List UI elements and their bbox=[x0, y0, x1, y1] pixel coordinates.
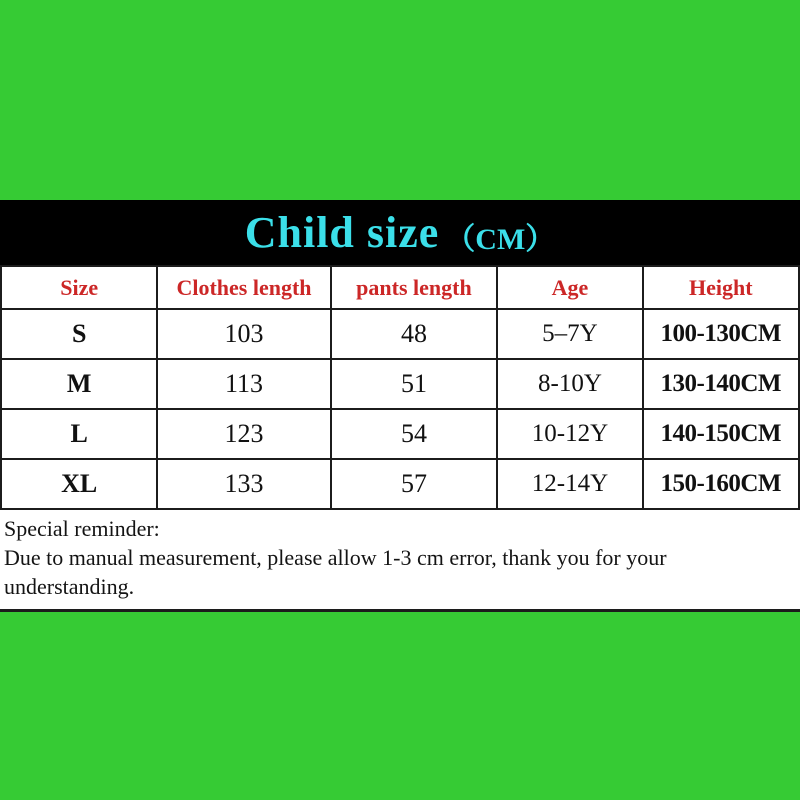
cell-pants-length: 48 bbox=[331, 309, 498, 359]
top-green-area bbox=[0, 0, 800, 200]
cell-age: 10-12Y bbox=[497, 409, 642, 459]
cell-age: 12-14Y bbox=[497, 459, 642, 509]
title-bar bbox=[0, 200, 800, 265]
reminder-line: Special reminder: bbox=[4, 516, 160, 541]
cell-size: XL bbox=[1, 459, 157, 509]
column-header-clothes-length: Clothes length bbox=[157, 266, 330, 309]
cell-size: S bbox=[1, 309, 157, 359]
cell-clothes-length: 113 bbox=[157, 359, 330, 409]
cell-pants-length: 51 bbox=[331, 359, 498, 409]
table-row-m bbox=[1, 359, 799, 409]
cell-clothes-length: 133 bbox=[157, 459, 330, 509]
cell-height: 140-150CM bbox=[643, 409, 799, 459]
table-row-s bbox=[1, 309, 799, 359]
cell-clothes-length: 123 bbox=[157, 409, 330, 459]
cell-age: 8-10Y bbox=[497, 359, 642, 409]
column-header-age: Age bbox=[497, 266, 642, 309]
cell-height: 130-140CM bbox=[643, 359, 799, 409]
special-reminder-note bbox=[0, 510, 800, 612]
cell-age: 5–7Y bbox=[497, 309, 642, 359]
table-header-row bbox=[1, 266, 799, 309]
cell-pants-length: 57 bbox=[331, 459, 498, 509]
size-table bbox=[0, 265, 800, 510]
table-row-l bbox=[1, 409, 799, 459]
cell-height: 100-130CM bbox=[643, 309, 799, 359]
page-title: Child size bbox=[244, 208, 440, 257]
reminder-line: understanding. bbox=[4, 574, 135, 599]
page-title-unit: （CM） bbox=[445, 222, 556, 256]
table-row-xl bbox=[1, 459, 799, 509]
column-header-height: Height bbox=[643, 266, 799, 309]
cell-size: L bbox=[1, 409, 157, 459]
cell-pants-length: 54 bbox=[331, 409, 498, 459]
cell-size: M bbox=[1, 359, 157, 409]
cell-clothes-length: 103 bbox=[157, 309, 330, 359]
cell-height: 150-160CM bbox=[643, 459, 799, 509]
column-header-pants-length: pants length bbox=[331, 266, 498, 309]
column-header-size: Size bbox=[1, 266, 157, 309]
reminder-line: Due to manual measurement, please allow 1-3 cm error, thank you for your bbox=[4, 545, 667, 570]
